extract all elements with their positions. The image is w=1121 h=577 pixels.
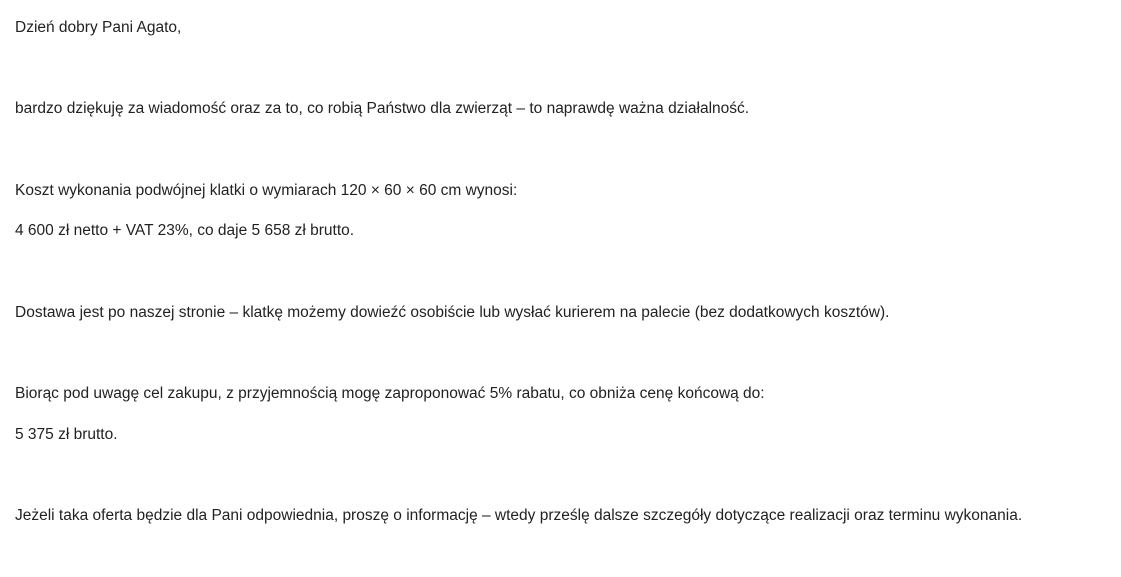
cost-intro-paragraph: Koszt wykonania podwójnej klatki o wymiarach 120 × 60 × 60 cm wynosi: [15,182,518,199]
delivery-paragraph: Dostawa jest po naszej stronie – klatkę możemy dowieźć osobiście lub wysłać kurierem na palecie (bez dodatkowych kosztów). [15,304,890,321]
discount-value-paragraph: 5 375 zł brutto. [15,426,118,443]
thanks-paragraph: bardzo dziękuję za wiadomość oraz za to, co robią Państwo dla zwierząt – to naprawdę ważna działalność. [15,100,750,117]
discount-intro-paragraph: Biorąc pod uwagę cel zakupu, z przyjemnością mogę zaproponować 5% rabatu, co obniża cenę końcową do: [15,385,765,402]
cost-value-paragraph: 4 600 zł netto + VAT 23%, co daje 5 658 zł brutto. [15,222,355,239]
greeting-paragraph: Dzień dobry Pani Agato, [15,19,182,36]
closing-paragraph: Jeżeli taka oferta będzie dla Pani odpowiednia, proszę o informację – wtedy prześlę dalsze szczegóły dotyczące realizacji oraz terminu wykonania. [15,507,1023,524]
